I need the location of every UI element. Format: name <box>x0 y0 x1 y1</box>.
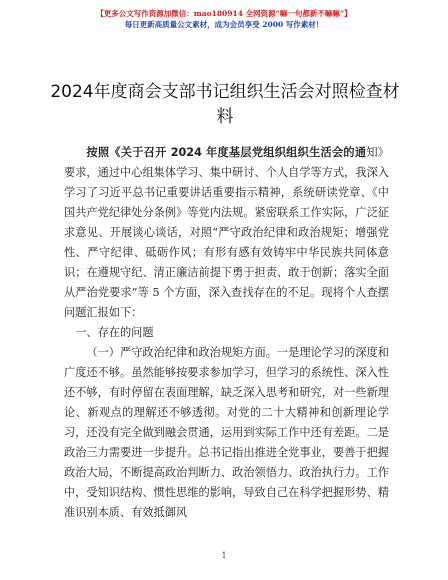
intro-paragraph <box>64 143 389 323</box>
intro-rest-text: 知》要求，通过中心组集体学习、集中研讨、个人自学等方式，我深入学习了习近平总书记重要讲话重要指示精神，系统研读党章、《中国共产党纪律处分条例》等党内法规。紧密联系工作实际，广泛征求意见、开展谈心谈话，对照“严守政治纪律和政治规矩；增强党性、严守纪律、砥砺作风；有形有感有效铸牢中华民族共同体意识；在遵规守纪、清正廉洁前提下勇于担责、敢于创新；落实全面从严治党要求”等 5 个方面，深入查找存在的不足。现将个人查摆问题汇报如下： <box>64 146 389 319</box>
document-body <box>64 143 389 523</box>
banner-line-2: 每日更新高质量公文素材，成为会员享受 2000 写作素材！ <box>124 20 324 29</box>
banner-line-1: 【更多公文写作资源加微信：mao180914 全网资源“嘛一句都新不嘛嘛”】 <box>96 9 352 18</box>
promo-banner <box>0 8 448 30</box>
section-paragraph: （一）严守政治纪律和政治规矩方面。一是理论学习的深度和广度还不够。虽然能够按要求参加学习，但学习的系统性、深入性还不够，有时停留在表面理解，缺乏深入思考和研究，对一些新理论、新观点的理解还不够透彻。对党的二十大精神和创新理论学习，还没有完全做到融会贯通，运用到实际工作中还有差距。二是政治三力需要进一步提升。总书记指出推进全党事业，要善于把握政治大局，不断提高政治判断力、政治领悟力、政治执行力。工作中，受知识结构、惯性思维的影响，导致自己在科学把握形势、精准识别本质、有效抵御风 <box>64 346 389 519</box>
section-heading: 一、存在的问题 <box>75 326 154 339</box>
intro-bold-text: 按照《关于召开 2024 年度基层党组织组织生活会的通 <box>86 146 367 159</box>
page-number: 1 <box>221 551 227 560</box>
document-title: 2024年度商会支部书记组织生活会对照检查材料 <box>50 82 400 127</box>
